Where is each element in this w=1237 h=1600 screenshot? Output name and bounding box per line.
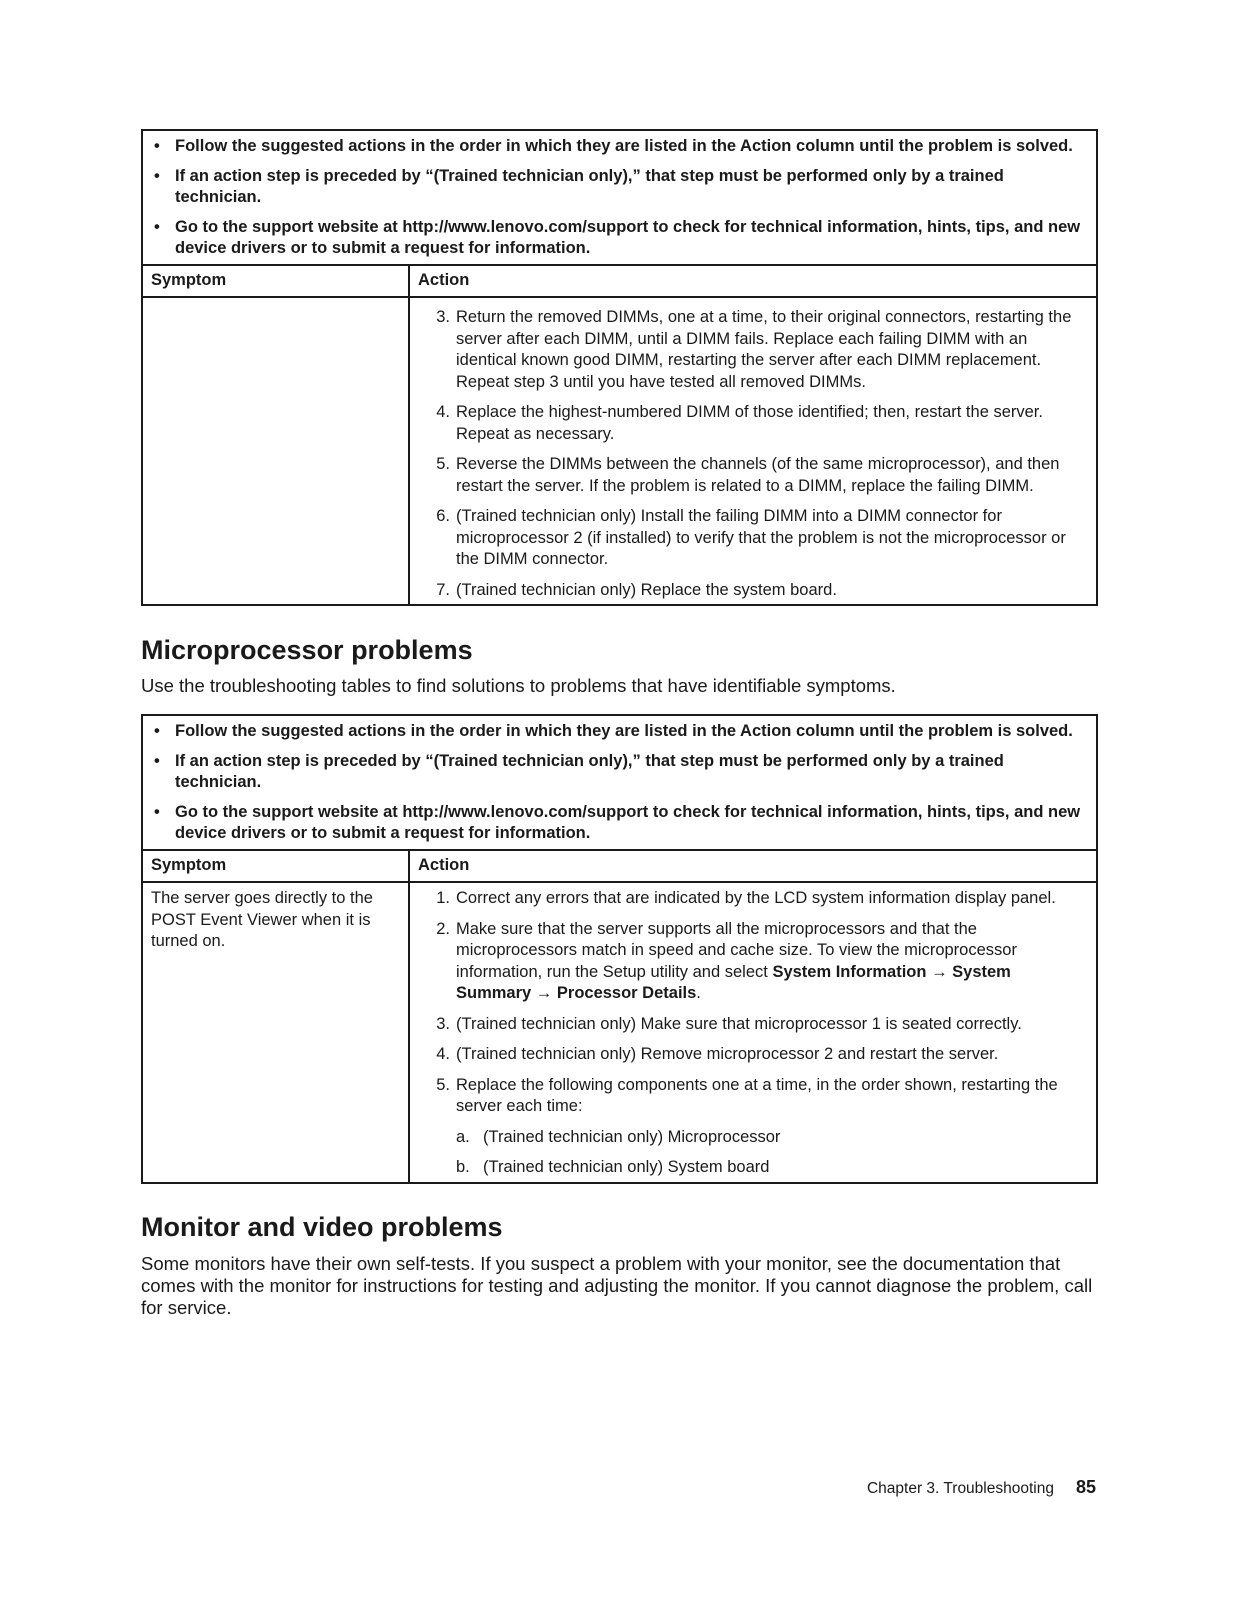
chapter-title: Chapter 3. Troubleshooting xyxy=(866,1480,1054,1497)
menu-path-processor-details: Processor Details xyxy=(556,984,697,1002)
symptom-cell: The server goes directly to the POST Event Viewer when it is turned on. xyxy=(142,882,409,1183)
action-substep: a. (Trained technician only) Microprocessor xyxy=(456,1127,781,1146)
action-column-header: Action xyxy=(409,265,1097,298)
action-step: 1. Correct any errors that are indicated by the LCD system information display panel. xyxy=(436,889,1056,907)
action-substep: b. (Trained technician only) System board xyxy=(456,1158,770,1176)
memory-troubleshooting-table xyxy=(141,129,1098,606)
note-item: • Follow the suggested actions in the order in which they are listed in the Action column until the problem is solved. xyxy=(154,137,1073,155)
document-page xyxy=(141,129,1096,1319)
section-intro: Use the troubleshooting tables to find solutions to problems that have identifiable symptoms. xyxy=(141,675,896,696)
note-item: • Follow the suggested actions in the order in which they are listed in the Action column until the problem is solved. xyxy=(154,722,1073,740)
action-step: 2. Make sure that the server supports all the microprocessors and that the microprocessors match in speed and cache size. To view the microprocessor information, run the Setup utility and select System Information → System Summary → Processor Details. xyxy=(436,919,1017,1002)
section-heading-monitor: Monitor and video problems xyxy=(141,1211,503,1242)
action-column-header: Action xyxy=(409,850,1097,883)
page-footer xyxy=(867,1477,1096,1498)
note-item: • Go to the support website at http://www.lenovo.com/support to check for technical information, hints, tips, and new device drivers or to submit a request for information. xyxy=(154,217,1081,257)
section-heading-microprocessor: Microprocessor problems xyxy=(141,635,473,665)
menu-path-system-information: System Information xyxy=(772,962,927,981)
action-step: 7. (Trained technician only) Replace the system board. xyxy=(436,580,837,599)
note-item: • If an action step is preceded by “(Trained technician only),” that step must be performed only by a trained technician. xyxy=(154,166,1004,206)
symptom-cell xyxy=(142,297,409,605)
action-step: 3. (Trained technician only) Make sure that microprocessor 1 is seated correctly. xyxy=(436,1014,1022,1033)
table-notes xyxy=(142,130,1097,265)
action-step: 5. Replace the following components one at a time, in the order shown, restarting the server each time: a. (Trained technician only) Microprocessor b. (Trained technician only) System board xyxy=(424,1075,1086,1179)
action-step: 3. Return the removed DIMMs, one at a time, to their original connectors, restarting the server after each DIMM, until a DIMM fails. Replace each failing DIMM with an identical known good DIMM, restarting the server after each DIMM replacement. Repeat step 3 until you have tested all removed DIMMs. xyxy=(436,308,1072,391)
menu-path-system-summary: System Summary xyxy=(456,962,1011,1002)
action-cell xyxy=(409,882,1097,1183)
microprocessor-troubleshooting-table xyxy=(141,714,1098,1184)
section-body: Some monitors have their own self-tests. If you suspect a problem with your monitor, see the documentation that comes with the monitor for instructions for testing and adjusting the monitor. If you cannot diagnose the problem, call for service. xyxy=(141,1252,1093,1318)
action-step: 5. Reverse the DIMMs between the channels (of the same microprocessor), and then restart the server. If the problem is related to a DIMM, replace the failing DIMM. xyxy=(436,455,1060,495)
action-step: 4. (Trained technician only) Remove microprocessor 2 and restart the server. xyxy=(436,1045,999,1063)
symptom-column-header: Symptom xyxy=(142,265,409,298)
table-row xyxy=(142,297,1097,605)
arrow-right-icon: → xyxy=(535,984,553,1002)
table-row xyxy=(142,882,1097,1183)
symptom-column-header: Symptom xyxy=(142,850,409,883)
action-step: 6. (Trained technician only) Install the failing DIMM into a DIMM connector for microprocessor 2 (if installed) to verify that the problem is not the microprocessor or the DIMM connector. xyxy=(436,507,1066,568)
arrow-right-icon: → xyxy=(931,962,948,981)
note-item: • Go to the support website at http://www.lenovo.com/support to check for technical information, hints, tips, and new device drivers or to submit a request for information. xyxy=(154,802,1081,842)
action-cell xyxy=(409,297,1097,605)
action-step: 4. Replace the highest-numbered DIMM of those identified; then, restart the server. Repeat as necessary. xyxy=(436,403,1043,443)
note-item: • If an action step is preceded by “(Trained technician only),” that step must be performed only by a trained technician. xyxy=(154,751,1004,791)
table-notes xyxy=(142,715,1097,850)
page-number: 85 xyxy=(1075,1477,1096,1497)
